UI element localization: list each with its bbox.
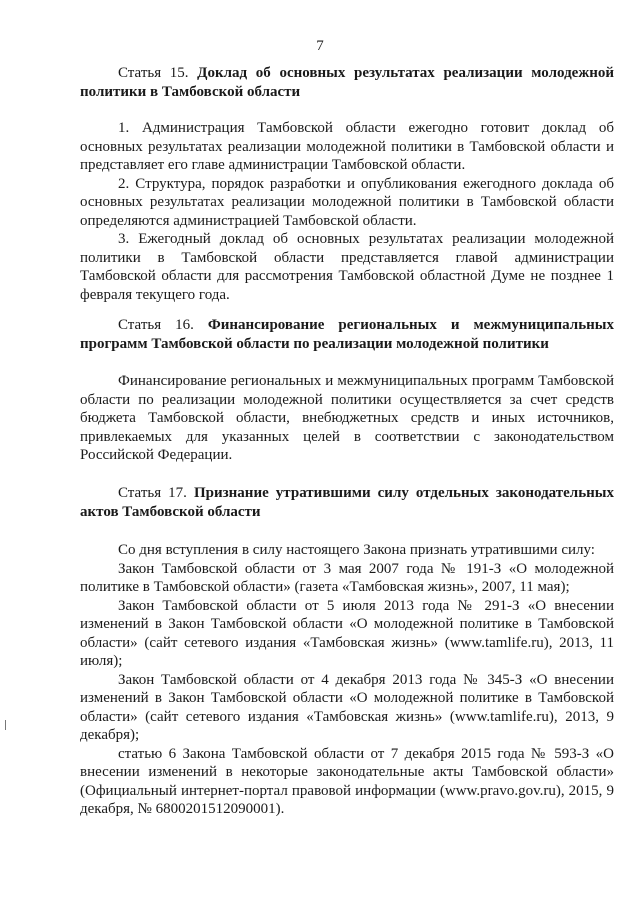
article-16-paragraph-1: Финансирование региональных и межмуниципальных программ Тамбовской области по реализации молодежной политики осуществляется за счет средств бюджета Тамбовской области, внебюджетных средств и иных источников, привлекаемых для указанных целей в соответствии с законодательством Российской Федерации. [80,373,614,463]
article-17-paragraph-1: Со дня вступления в силу настоящего Закона признать утратившими силу: [118,542,595,558]
article-15-title: Доклад об основных результатах реализации молодежной политики в Тамбовской области [80,65,614,100]
article-17-paragraph-5: статью 6 Закона Тамбовской области от 7 декабря 2015 года № 593-З «О внесении изменений в некоторые законодательные акты Тамбовской области» (Официальный интернет-портал правовой информации (www.pravo.gov.ru), 2015, 9 декабря, № 6800201512090001). [80,745,614,817]
article-16-heading [80,316,614,353]
article-17-paragraph-3: Закон Тамбовской области от 5 июля 2013 года № 291-З «О внесении изменений в Закон Тамбовской области «О молодежной политике в Тамбовской области» (сайт сетевого издания «Тамбовская жизнь» (www.tamlife.ru), 2013, 11 июля); [80,597,614,669]
article-15-paragraph-2: 2. Структура, порядок разработки и опубликования ежегодного доклада об основных результатах реализации молодежной политики в Тамбовской области определяются администрацией Тамбовской области. [80,175,614,229]
article-17-heading-block [80,484,614,521]
article-15-paragraph-1: 1. Администрация Тамбовской области ежегодно готовит доклад об основных результатах реализации молодежной политики в Тамбовской области и представляет его главе администрации Тамбовской области. [80,120,614,173]
article-16-heading-block [80,316,614,353]
article-15-label: Статья 15. [118,65,189,81]
article-15-paragraph-3: 3. Ежегодный доклад об основных результатах реализации молодежной политики в Тамбовской области представляется главой администрации Тамбовской области для рассмотрения Тамбовской областной Думе не позднее 1 февраля текущего года. [80,231,614,303]
article-16-body [80,372,614,465]
article-15-body [80,119,614,304]
page-number: 7 [316,38,324,54]
article-17-heading [80,484,614,521]
article-15-heading-block [80,64,614,101]
article-17-paragraph-4: Закон Тамбовской области от 4 декабря 2013 года № 345-З «О внесении изменений в Закон Тамбовской области «О молодежной политике в Тамбовской области» (сайт сетевого издания «Тамбовская жизнь» (www.tamlife.ru), 2013, 9 декабря); [80,671,614,743]
article-17-title: Признание утратившими силу отдельных законодательных актов Тамбовской области [80,485,614,520]
article-16-label: Статья 16. [118,317,194,333]
article-15-heading [80,64,614,101]
article-17-paragraph-2: Закон Тамбовской области от 3 мая 2007 года № 191-З «О молодежной политике в Тамбовской области» (газета «Тамбовская жизнь», 2007, 11 мая); [80,560,614,595]
article-16-title: Финансирование региональных и межмуниципальных программ Тамбовской области по реализации молодежной политики [80,317,614,352]
article-17-label: Статья 17. [118,485,187,501]
article-17-body [80,541,614,819]
scan-margin-mark [5,720,6,730]
